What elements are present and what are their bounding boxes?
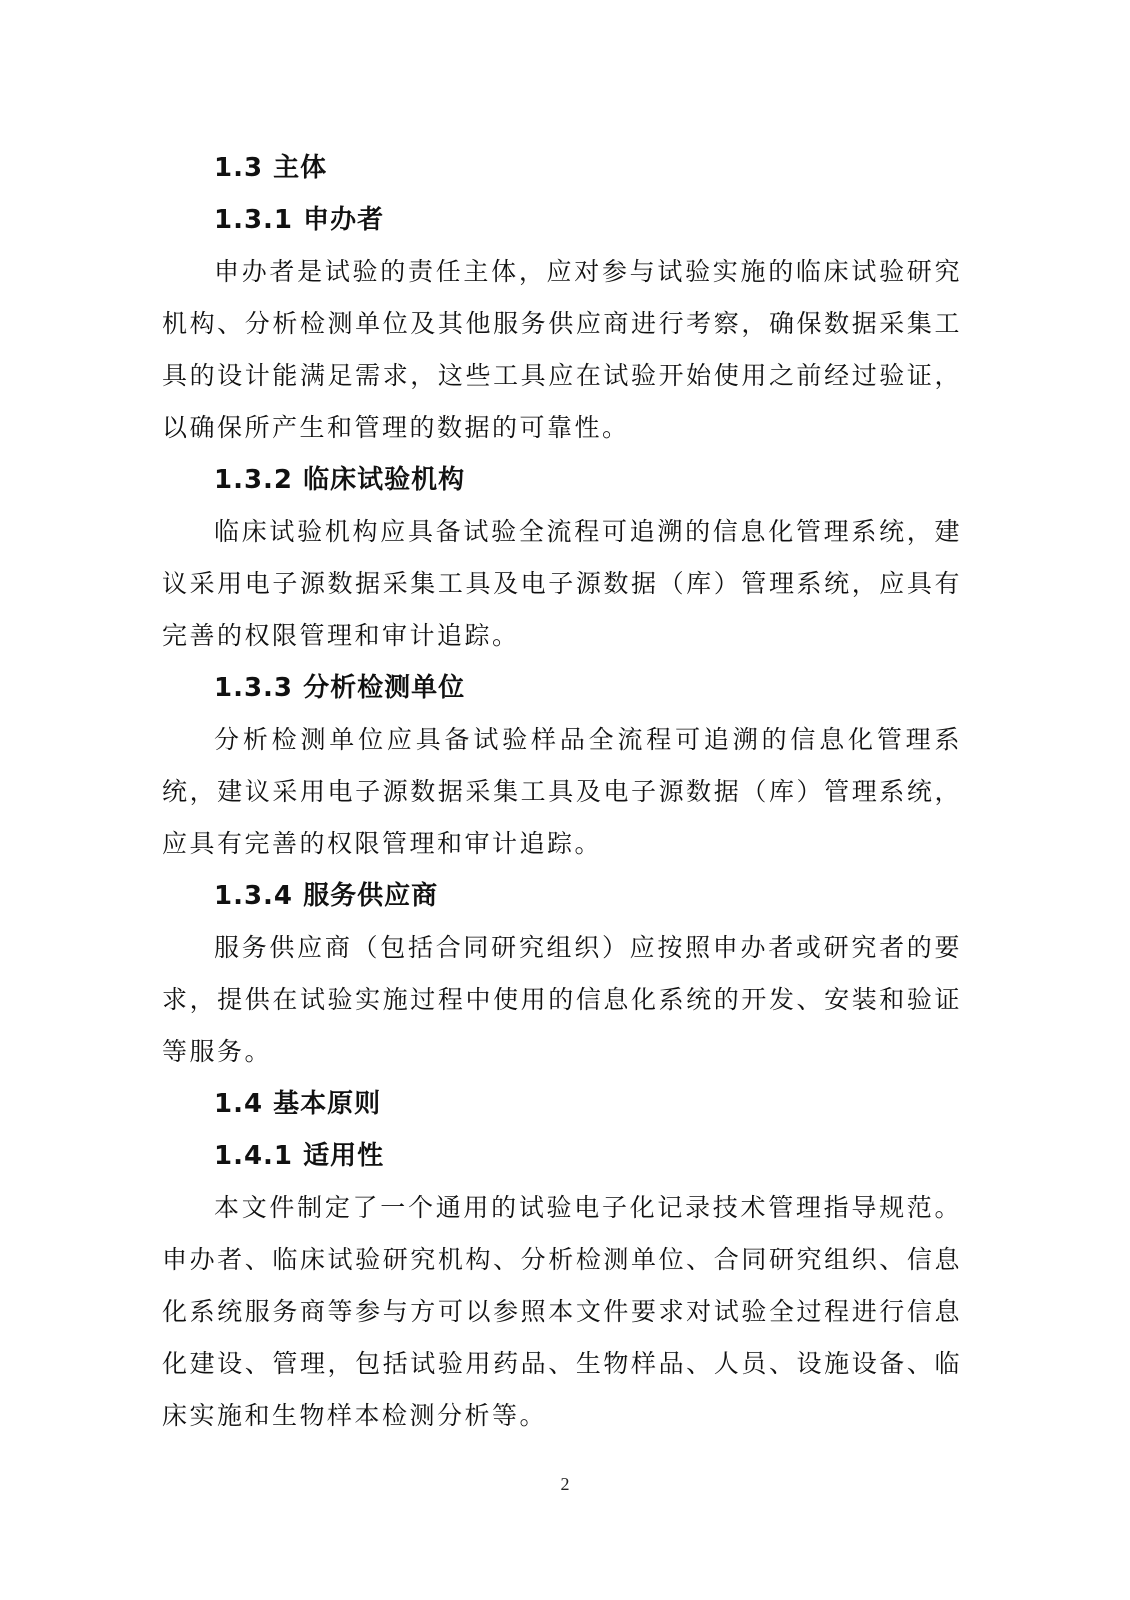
section-heading-1-3-1: 1.3.1 申办者 — [214, 205, 385, 235]
section-heading-1-3-2: 1.3.2 临床试验机构 — [214, 465, 466, 495]
section-heading-1-3-4: 1.3.4 服务供应商 — [214, 881, 439, 911]
paragraph-sponsor: 申办者是试验的责任主体，应对参与试验实施的临床试验研究机构、分析检测单位及其他服务供应商进行考察，确保数据采集工具的设计能满足需求，这些工具应在试验开始使用之前经过验证，以确保所产生和管理的数据的可靠性。 — [162, 257, 962, 442]
document-body — [162, 142, 962, 1442]
section-heading-1-4-1: 1.4.1 适用性 — [214, 1141, 385, 1171]
section-heading-1-3: 1.3 主体 — [214, 153, 328, 183]
paragraph-service-provider: 服务供应商（包括合同研究组织）应按照申办者或研究者的要求，提供在试验实施过程中使用的信息化系统的开发、安装和验证等服务。 — [162, 933, 962, 1066]
section-heading-1-3-3: 1.3.3 分析检测单位 — [214, 673, 466, 703]
section-heading-1-4: 1.4 基本原则 — [214, 1089, 382, 1119]
paragraph-applicability: 本文件制定了一个通用的试验电子化记录技术管理指导规范。申办者、临床试验研究机构、分析检测单位、合同研究组织、信息化系统服务商等参与方可以参照本文件要求对试验全过程进行信息化建设、管理，包括试验用药品、生物样品、人员、设施设备、临床实施和生物样本检测分析等。 — [162, 1193, 962, 1430]
page-number: 2 — [560, 1474, 570, 1494]
paragraph-testing-unit: 分析检测单位应具备试验样品全流程可追溯的信息化管理系统，建议采用电子源数据采集工具及电子源数据（库）管理系统，应具有完善的权限管理和审计追踪。 — [162, 725, 962, 858]
paragraph-clinical-institution: 临床试验机构应具备试验全流程可追溯的信息化管理系统，建议采用电子源数据采集工具及电子源数据（库）管理系统，应具有完善的权限管理和审计追踪。 — [162, 517, 962, 650]
